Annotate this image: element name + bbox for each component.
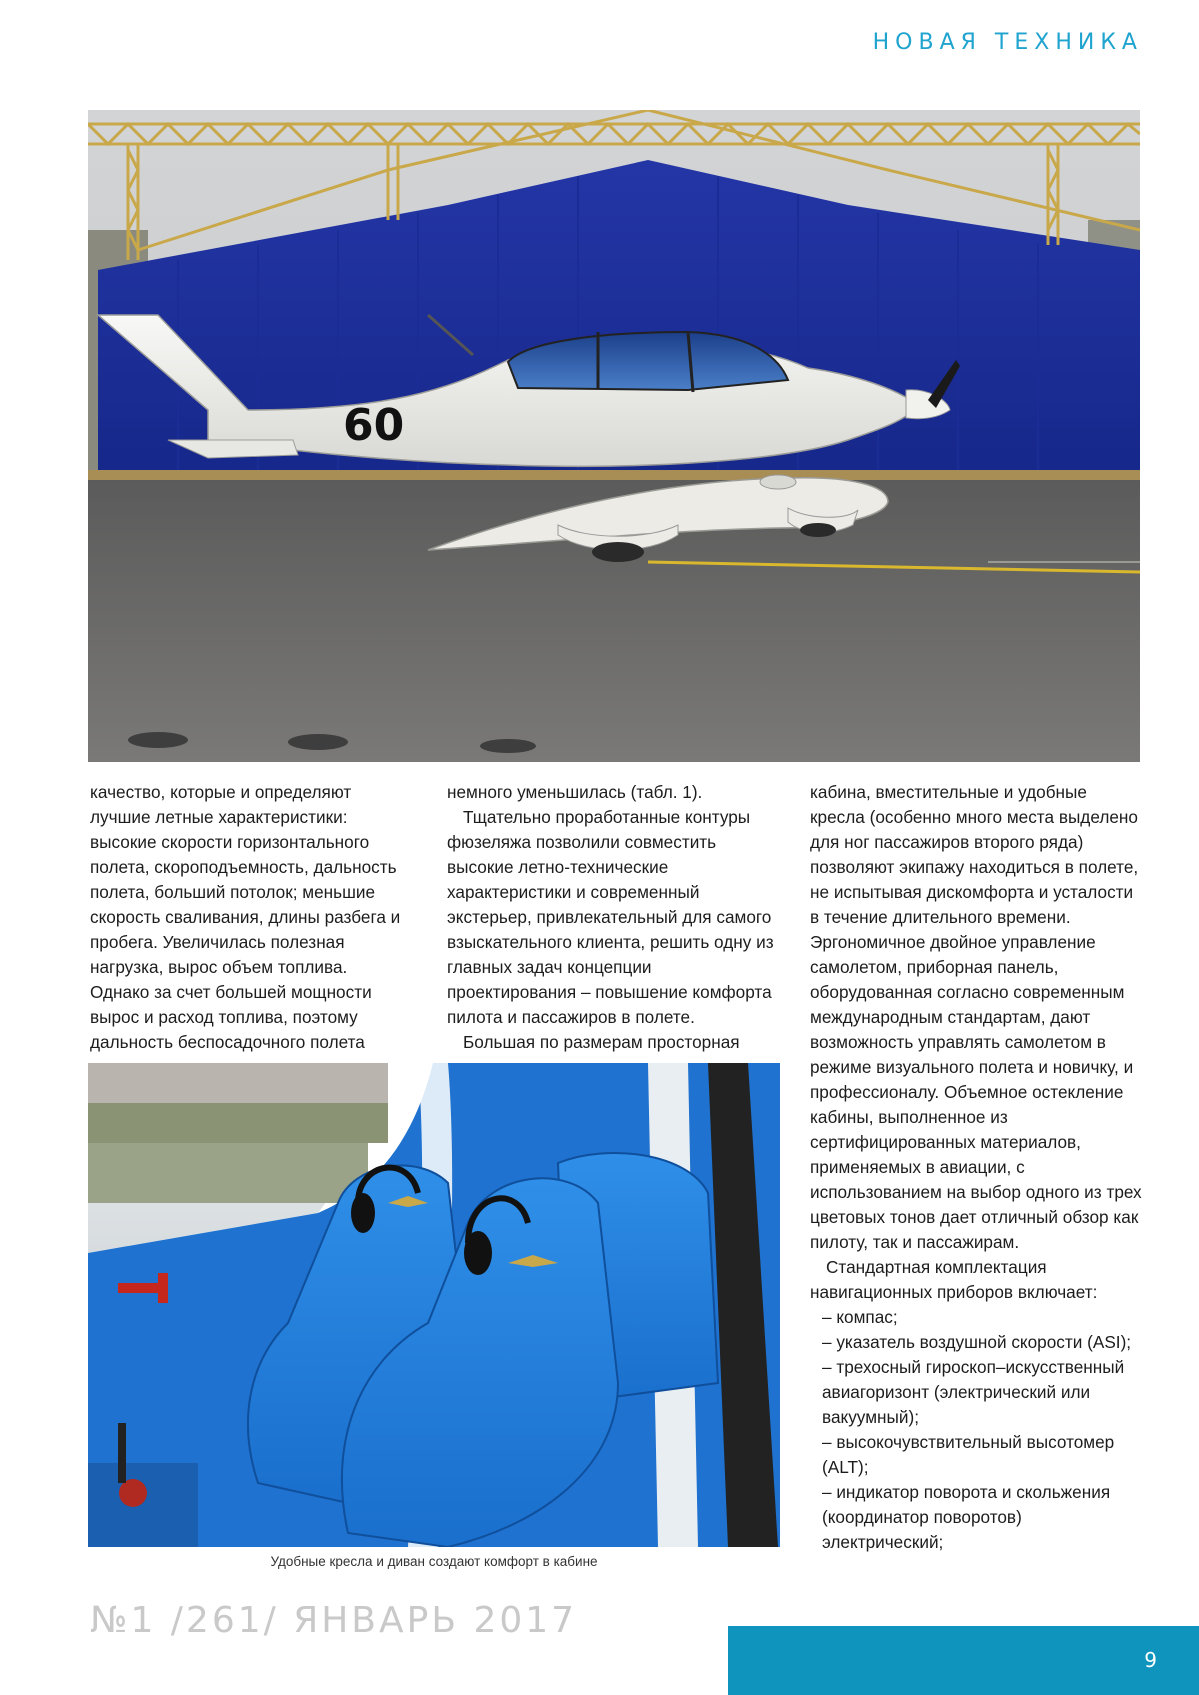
section-title: НОВАЯ ТЕХНИКА: [872, 30, 1143, 55]
list-item: – компас;: [822, 1307, 898, 1327]
paragraph: Стандартная комплектация навигационных приборов включает:: [810, 1257, 1098, 1302]
paragraph: немного уменьшилась (табл. 1).: [447, 782, 703, 802]
paragraph: Большая по размерам просторная: [463, 1032, 740, 1052]
list-item: – индикатор поворота и скольжения (координатор поворотов) электрический;: [822, 1482, 1111, 1552]
paragraph: кабина, вместительные и удобные кресла (особенно много места выделено для ног пассажиров второго ряда) позволяют экипажу находиться в полете, не испытывая дискомфорта и усталости в течение длительного времени. Эргономичное двойное управление самолетом, приборная панель, оборудованная согласно современным международным стандартам, дают возможность управлять самолетом в режиме визуального полета и новичку, и профессионалу. Объемное остекление кабины, выполненное из сертифицированных материалов, применяемых в авиации, с использованием на выбор одного из трех цветовых тонов дает отличный обзор как пилоту, так и пассажирам.: [810, 782, 1142, 1252]
list-item: – указатель воздушной скорости (ASI);: [822, 1332, 1132, 1352]
paragraph: Тщательно проработанные контуры фюзеляжа позволили совместить высокие летно-технические характеристики и современный экстерьер, привлекательный для самого взыскательного клиента, решить одну из главных задач концепции проектирования – повышение комфорта пилота и пассажиров в полете.: [447, 807, 774, 1027]
paragraph: качество, которые и определяют лучшие летные характеристики: высокие скорости горизонтального полета, скороподъемность, дальность полета, больший потолок; меньшие скорость сваливания, длины разбега и пробега. Увеличилась полезная нагрузка, вырос объем топлива. Однако за счет большей мощности вырос и расход топлива, поэтому дальность беспосадочного полета: [90, 782, 401, 1052]
issue-info: №1 /261/ ЯНВАРЬ 2017: [90, 1600, 578, 1641]
cabin-photo: [88, 1063, 780, 1547]
list-item: – трехосный гироскоп–искусственный авиагоризонт (электрический или вакуумный);: [822, 1357, 1125, 1427]
text-column-2: [447, 780, 777, 1055]
tail-number: 60: [343, 400, 405, 451]
photo-caption: Удобные кресла и диван создают комфорт в кабине: [270, 1554, 598, 1569]
text-column-1: [90, 780, 408, 1055]
list-item: – высокочувствительный высотомер (ALT);: [822, 1432, 1115, 1477]
text-column-3: [810, 780, 1145, 1555]
page-number-box: [728, 1626, 1199, 1695]
airplane-photo: [88, 110, 1140, 762]
page-number: 9: [1144, 1648, 1157, 1672]
